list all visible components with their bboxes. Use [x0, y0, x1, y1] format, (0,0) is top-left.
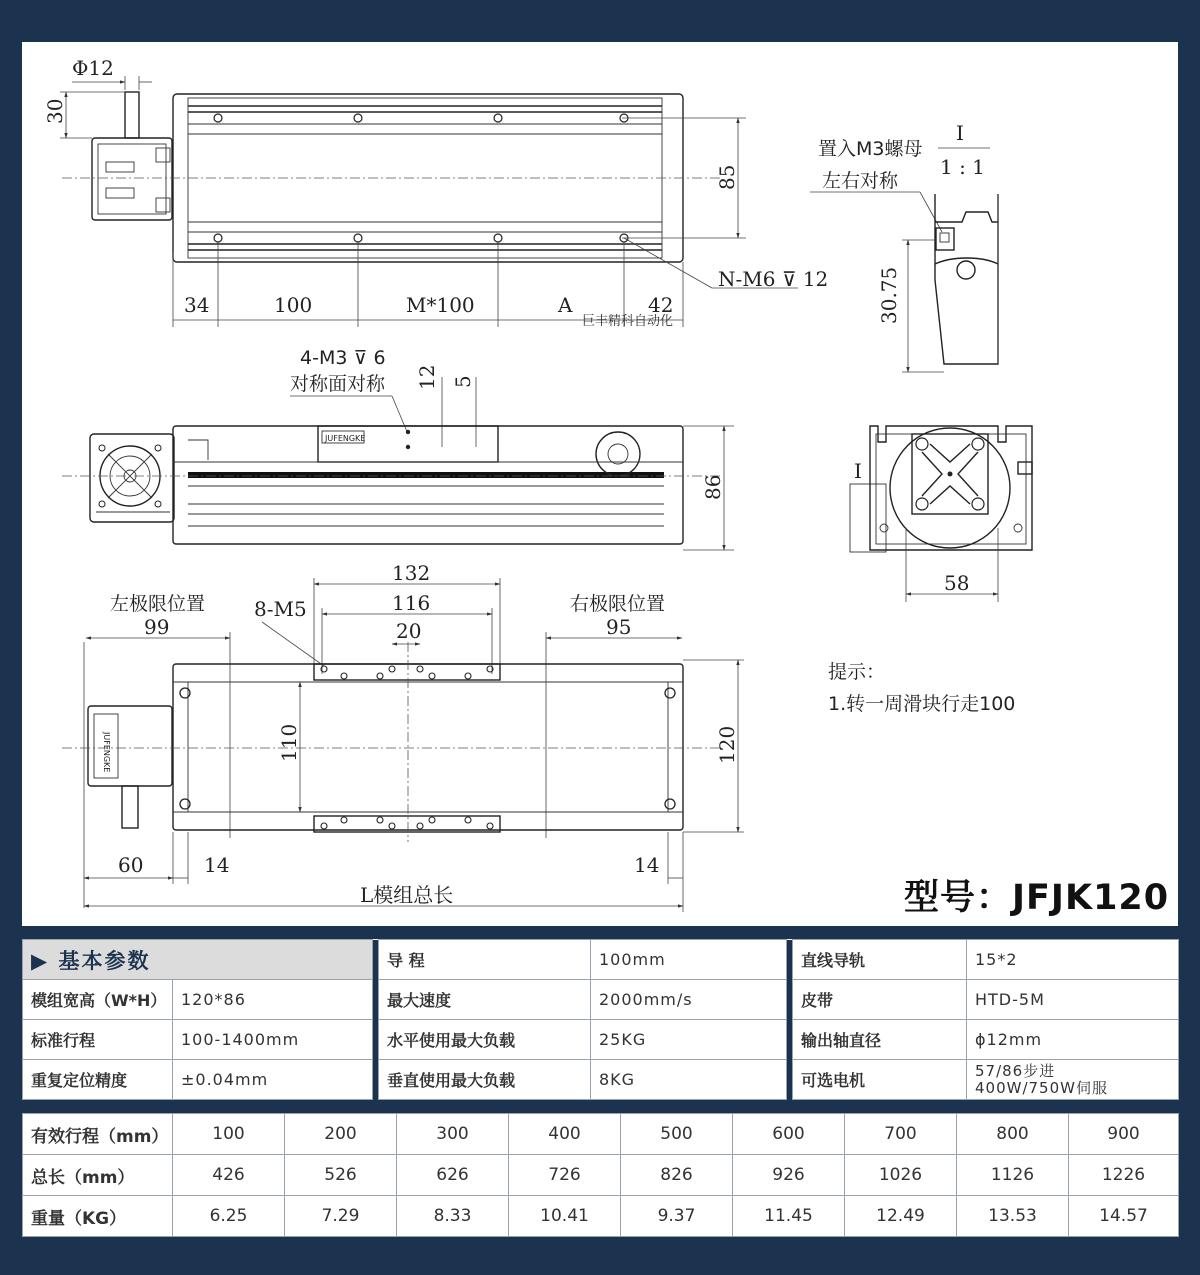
lengths-table — [22, 1113, 1179, 1237]
table-cell: 626 — [397, 1155, 509, 1196]
dim-a: A — [558, 293, 573, 317]
dim-m100: M*100 — [406, 293, 475, 317]
spec-label: 输出轴直径 — [793, 1020, 967, 1060]
table-cell: 13.53 — [957, 1196, 1069, 1237]
dim-60: 60 — [118, 853, 144, 877]
spec-label: 水平使用最大负载 — [379, 1020, 591, 1060]
spec-header: ▶ 基本参数 — [23, 940, 373, 980]
detail-scale: 1 : 1 — [940, 155, 985, 179]
detail-note-2: 左右对称 — [822, 170, 899, 192]
callout-4m3: 4-M3 ⊽ 6 — [300, 347, 386, 369]
bottom-view — [62, 561, 744, 912]
spec-label: 直线导轨 — [793, 940, 967, 980]
table-cell: 700 — [845, 1114, 957, 1155]
width-58-label: 58 — [944, 571, 970, 595]
end-view — [850, 426, 1032, 602]
row-label: 总长（mm） — [23, 1155, 173, 1196]
row-label: 有效行程（mm） — [23, 1114, 173, 1155]
table-cell: 11.45 — [733, 1196, 845, 1237]
right-limit-value: 95 — [606, 615, 632, 639]
left-limit-label: 左极限位置 — [110, 593, 206, 615]
end-section-label: I — [854, 459, 862, 483]
table-cell: 1226 — [1069, 1155, 1179, 1196]
table-cell: 7.29 — [285, 1196, 397, 1237]
hole-callout-8m5: 8-M5 — [254, 597, 307, 621]
right-limit-label: 右极限位置 — [570, 593, 666, 615]
table-row — [23, 1020, 1179, 1060]
spec-value: 15*2 — [967, 940, 1179, 980]
dim-100: 100 — [274, 293, 313, 317]
table-cell: 14.57 — [1069, 1196, 1179, 1237]
top-view — [43, 56, 828, 329]
note — [828, 661, 1015, 715]
technical-drawing — [22, 42, 1178, 926]
spec-value: 25KG — [591, 1020, 787, 1060]
table-cell: 526 — [285, 1155, 397, 1196]
table-cell: 1126 — [957, 1155, 1069, 1196]
spec-label: 可选电机 — [793, 1060, 967, 1100]
drawing-area — [22, 42, 1178, 926]
table-cell: 426 — [173, 1155, 285, 1196]
table-cell: 8.33 — [397, 1196, 509, 1237]
detail-view — [810, 121, 998, 372]
dim-12-side: 12 — [415, 364, 439, 390]
dim-30-75: 30.75 — [877, 266, 901, 324]
height-86-label: 86 — [701, 474, 725, 500]
table-cell: 400 — [509, 1114, 621, 1155]
table-cell: 900 — [1069, 1114, 1179, 1155]
left-limit-value: 99 — [144, 615, 170, 639]
shaft-dia-label: Φ12 — [72, 56, 114, 80]
side-view — [62, 347, 734, 550]
spec-label: 皮带 — [793, 980, 967, 1020]
table-cell: 100 — [173, 1114, 285, 1155]
table-cell: 1026 — [845, 1155, 957, 1196]
table-cell: 200 — [285, 1114, 397, 1155]
dim-116: 116 — [392, 591, 431, 615]
note-line: 1.转一周滑块行走100 — [828, 693, 1016, 715]
table-cell: 726 — [509, 1155, 621, 1196]
spec-value: ϕ12mm — [967, 1020, 1179, 1060]
dim-132: 132 — [392, 561, 431, 585]
table-cell: 500 — [621, 1114, 733, 1155]
height-85-label: 85 — [715, 164, 739, 190]
table-cell: 800 — [957, 1114, 1069, 1155]
table-row — [23, 1155, 1179, 1196]
spec-value: ±0.04mm — [173, 1060, 373, 1100]
note-title: 提示： — [828, 661, 886, 683]
dim-20: 20 — [396, 619, 422, 643]
dim-14-right: 14 — [634, 853, 660, 877]
table-row — [23, 1060, 1179, 1100]
table-row — [23, 940, 1179, 980]
watermark: 巨丰精科自动化 — [582, 314, 674, 329]
dim-5-side: 5 — [451, 375, 475, 388]
dim-14-left: 14 — [204, 853, 230, 877]
table-cell: 10.41 — [509, 1196, 621, 1237]
dim-42: 42 — [648, 293, 674, 317]
row-label: 重量（KG） — [23, 1196, 173, 1237]
spec-value: 120*86 — [173, 980, 373, 1020]
spec-value: HTD-5M — [967, 980, 1179, 1020]
spec-label: 导 程 — [379, 940, 591, 980]
spec-label: 垂直使用最大负载 — [379, 1060, 591, 1100]
table-cell: 6.25 — [173, 1196, 285, 1237]
spec-table — [22, 939, 1179, 1100]
dim-110: 110 — [277, 723, 301, 762]
shaft-len-label: 30 — [43, 98, 67, 124]
spec-value: 100-1400mm — [173, 1020, 373, 1060]
table-cell: 300 — [397, 1114, 509, 1155]
table-cell: 12.49 — [845, 1196, 957, 1237]
motor-label: JUFENGKE — [102, 732, 111, 773]
table-cell: 9.37 — [621, 1196, 733, 1237]
dim-120: 120 — [715, 725, 739, 764]
spec-value-motor: 57/86步进 400W/750W伺服 — [967, 1060, 1179, 1100]
hole-callout-nm6: N-M6 ⊽ 12 — [718, 267, 829, 291]
spec-label: 模组宽高（W*H） — [23, 980, 173, 1020]
spec-label: 最大速度 — [379, 980, 591, 1020]
table-cell: 826 — [621, 1155, 733, 1196]
callout-symmetric: 对称面对称 — [290, 373, 386, 395]
table-row — [23, 1196, 1179, 1237]
spec-label: 标准行程 — [23, 1020, 173, 1060]
table-row — [23, 1114, 1179, 1155]
table-cell: 926 — [733, 1155, 845, 1196]
dim-34: 34 — [184, 293, 210, 317]
detail-label: I — [956, 121, 964, 145]
detail-note-1: 置入M3螺母 — [818, 138, 923, 160]
table-cell: 600 — [733, 1114, 845, 1155]
spec-label: 重复定位精度 — [23, 1060, 173, 1100]
table-row — [23, 980, 1179, 1020]
model-title: 型号：JFJK120 — [904, 878, 1170, 918]
carriage-label: JUFENGKE — [325, 434, 366, 443]
total-length-label: L模组总长 — [360, 883, 454, 907]
spec-value: 8KG — [591, 1060, 787, 1100]
spec-value: 100mm — [591, 940, 787, 980]
spec-value: 2000mm/s — [591, 980, 787, 1020]
